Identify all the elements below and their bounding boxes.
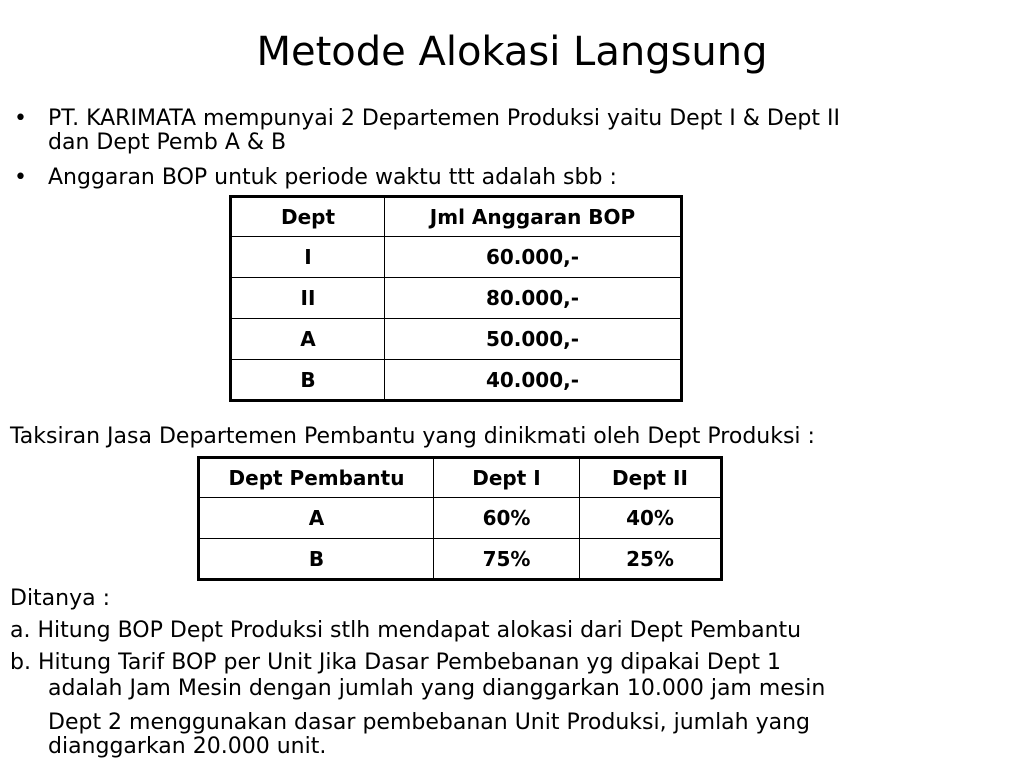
table-cell: II [231,278,385,319]
ditanya-label: Ditanya : [10,586,111,611]
table-cell: 25% [580,539,722,580]
table-cell: 60% [434,498,580,539]
question-b-line-2: adalah Jam Mesin dengan jumlah yang dianggarkan 10.000 jam mesin [48,676,826,701]
table-row [231,237,682,278]
question-b-line-1: b. Hitung Tarif BOP per Unit Jika Dasar Pembebanan yg dipakai Dept 1 [10,650,781,675]
table-header-cell: Dept I [434,458,580,498]
table-header-cell: Dept Pembantu [199,458,434,498]
table-cell: A [231,319,385,360]
bullet-1-line-1: PT. KARIMATA mempunyai 2 Departemen Produksi yaitu Dept I & Dept II [48,106,840,131]
table-cell: 80.000,- [385,278,682,319]
table-header-row [231,197,682,237]
table-cell: B [199,539,434,580]
table-row [199,539,722,580]
table-cell: 40% [580,498,722,539]
table-cell: 50.000,- [385,319,682,360]
table-header-row [199,458,722,498]
bullet-1-line-2: dan Dept Pemb A & B [48,130,287,155]
question-b-line-3: Dept 2 menggunakan dasar pembebanan Unit Produksi, jumlah yang [48,710,811,735]
table-header-cell: Jml Anggaran BOP [385,197,682,237]
question-b-line-4: dianggarkan 20.000 unit. [48,734,327,759]
question-a: a. Hitung BOP Dept Produksi stlh mendapat alokasi dari Dept Pembantu [10,618,802,643]
taksiran-label: Taksiran Jasa Departemen Pembantu yang dinikmati oleh Dept Produksi : [10,424,815,449]
bop-budget-table [229,195,683,402]
bullet-2-line-1: Anggaran BOP untuk periode waktu ttt adalah sbb : [48,165,617,190]
table-row [231,278,682,319]
table-row [231,360,682,401]
table-header-cell: Dept [231,197,385,237]
table-row [199,498,722,539]
slide-title: Metode Alokasi Langsung [256,29,768,75]
table-cell: 75% [434,539,580,580]
table-cell: A [199,498,434,539]
table-row [231,319,682,360]
bullet-dot: • [14,106,27,131]
table-cell: 40.000,- [385,360,682,401]
table-cell: I [231,237,385,278]
bullet-dot: • [14,165,27,190]
table-header-cell: Dept II [580,458,722,498]
table-cell: 60.000,- [385,237,682,278]
service-allocation-table [197,456,723,581]
table-cell: B [231,360,385,401]
